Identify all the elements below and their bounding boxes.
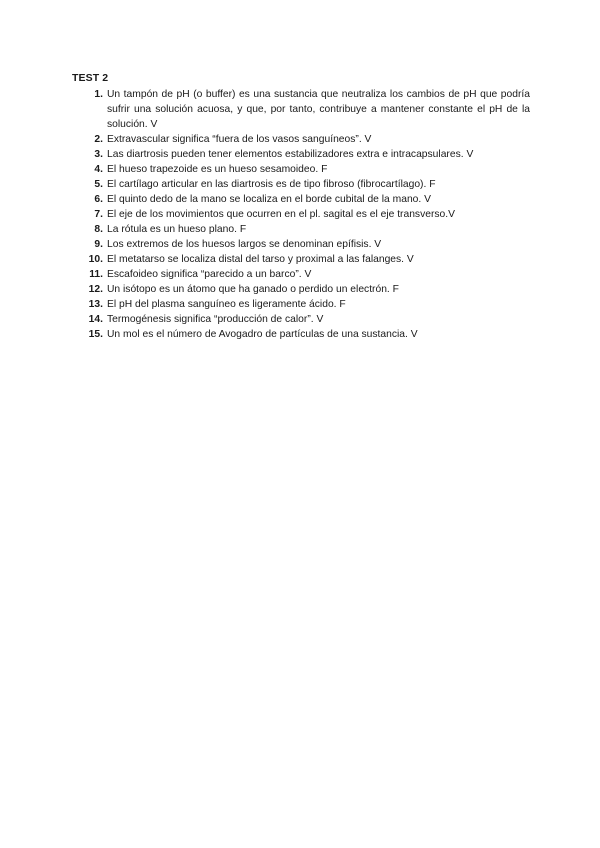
item-number: 14. — [88, 314, 103, 325]
item-number: 2. — [94, 134, 103, 145]
list-item — [72, 162, 530, 177]
item-text: Los extremos de los huesos largos se denominan epífisis. V — [107, 239, 382, 250]
item-text: Un tampón de pH (o buffer) es una sustancia que neutraliza los cambios de pH que podría sufrir una solución acuosa, y que, por tanto, contribuye a mantener constante el pH de la solución. V — [107, 89, 530, 130]
item-number: 6. — [94, 194, 103, 205]
page-title: TEST 2 — [72, 72, 109, 84]
list-item — [72, 87, 530, 132]
item-text: Las diartrosis pueden tener elementos estabilizadores extra e intracapsulares. V — [107, 149, 474, 160]
item-text: Un mol es el número de Avogadro de partículas de una sustancia. V — [107, 329, 418, 340]
item-text: El quinto dedo de la mano se localiza en el borde cubital de la mano. V — [107, 194, 431, 205]
item-number: 7. — [94, 209, 103, 220]
item-text: El hueso trapezoide es un hueso sesamoideo. F — [107, 164, 328, 175]
question-list — [72, 87, 530, 342]
item-number: 8. — [94, 224, 103, 235]
item-number: 12. — [88, 284, 103, 295]
item-number: 10. — [88, 254, 103, 265]
item-number: 11. — [89, 269, 103, 280]
item-text: Termogénesis significa “producción de calor”. V — [107, 314, 324, 325]
item-text: El cartílago articular en las diartrosis es de tipo fibroso (fibrocartílago). F — [107, 179, 436, 190]
list-item — [72, 297, 530, 312]
item-number: 4. — [94, 164, 103, 175]
list-item — [72, 207, 530, 222]
item-number: 5. — [94, 179, 103, 190]
list-item — [72, 222, 530, 237]
list-item — [72, 177, 530, 192]
list-item — [72, 327, 530, 342]
item-number: 13. — [88, 299, 103, 310]
item-number: 1. — [94, 89, 103, 100]
list-item — [72, 132, 530, 147]
item-text: Un isótopo es un átomo que ha ganado o perdido un electrón. F — [107, 284, 399, 295]
item-text: Extravascular significa “fuera de los vasos sanguíneos”. V — [107, 134, 372, 145]
list-item — [72, 267, 530, 282]
list-item — [72, 312, 530, 327]
item-text: El pH del plasma sanguíneo es ligeramente ácido. F — [107, 299, 346, 310]
item-text: El eje de los movimientos que ocurren en el pl. sagital es el eje transverso.V — [107, 209, 455, 220]
list-item — [72, 147, 530, 162]
item-text: El metatarso se localiza distal del tarso y proximal a las falanges. V — [107, 254, 414, 265]
item-text: Escafoideo significa “parecido a un barco”. V — [107, 269, 312, 280]
list-item — [72, 237, 530, 252]
item-number: 3. — [94, 149, 103, 160]
item-number: 9. — [94, 239, 103, 250]
list-item — [72, 282, 530, 297]
list-item — [72, 252, 530, 267]
list-item — [72, 192, 530, 207]
item-text: La rótula es un hueso plano. F — [107, 224, 247, 235]
item-number: 15. — [88, 329, 103, 340]
